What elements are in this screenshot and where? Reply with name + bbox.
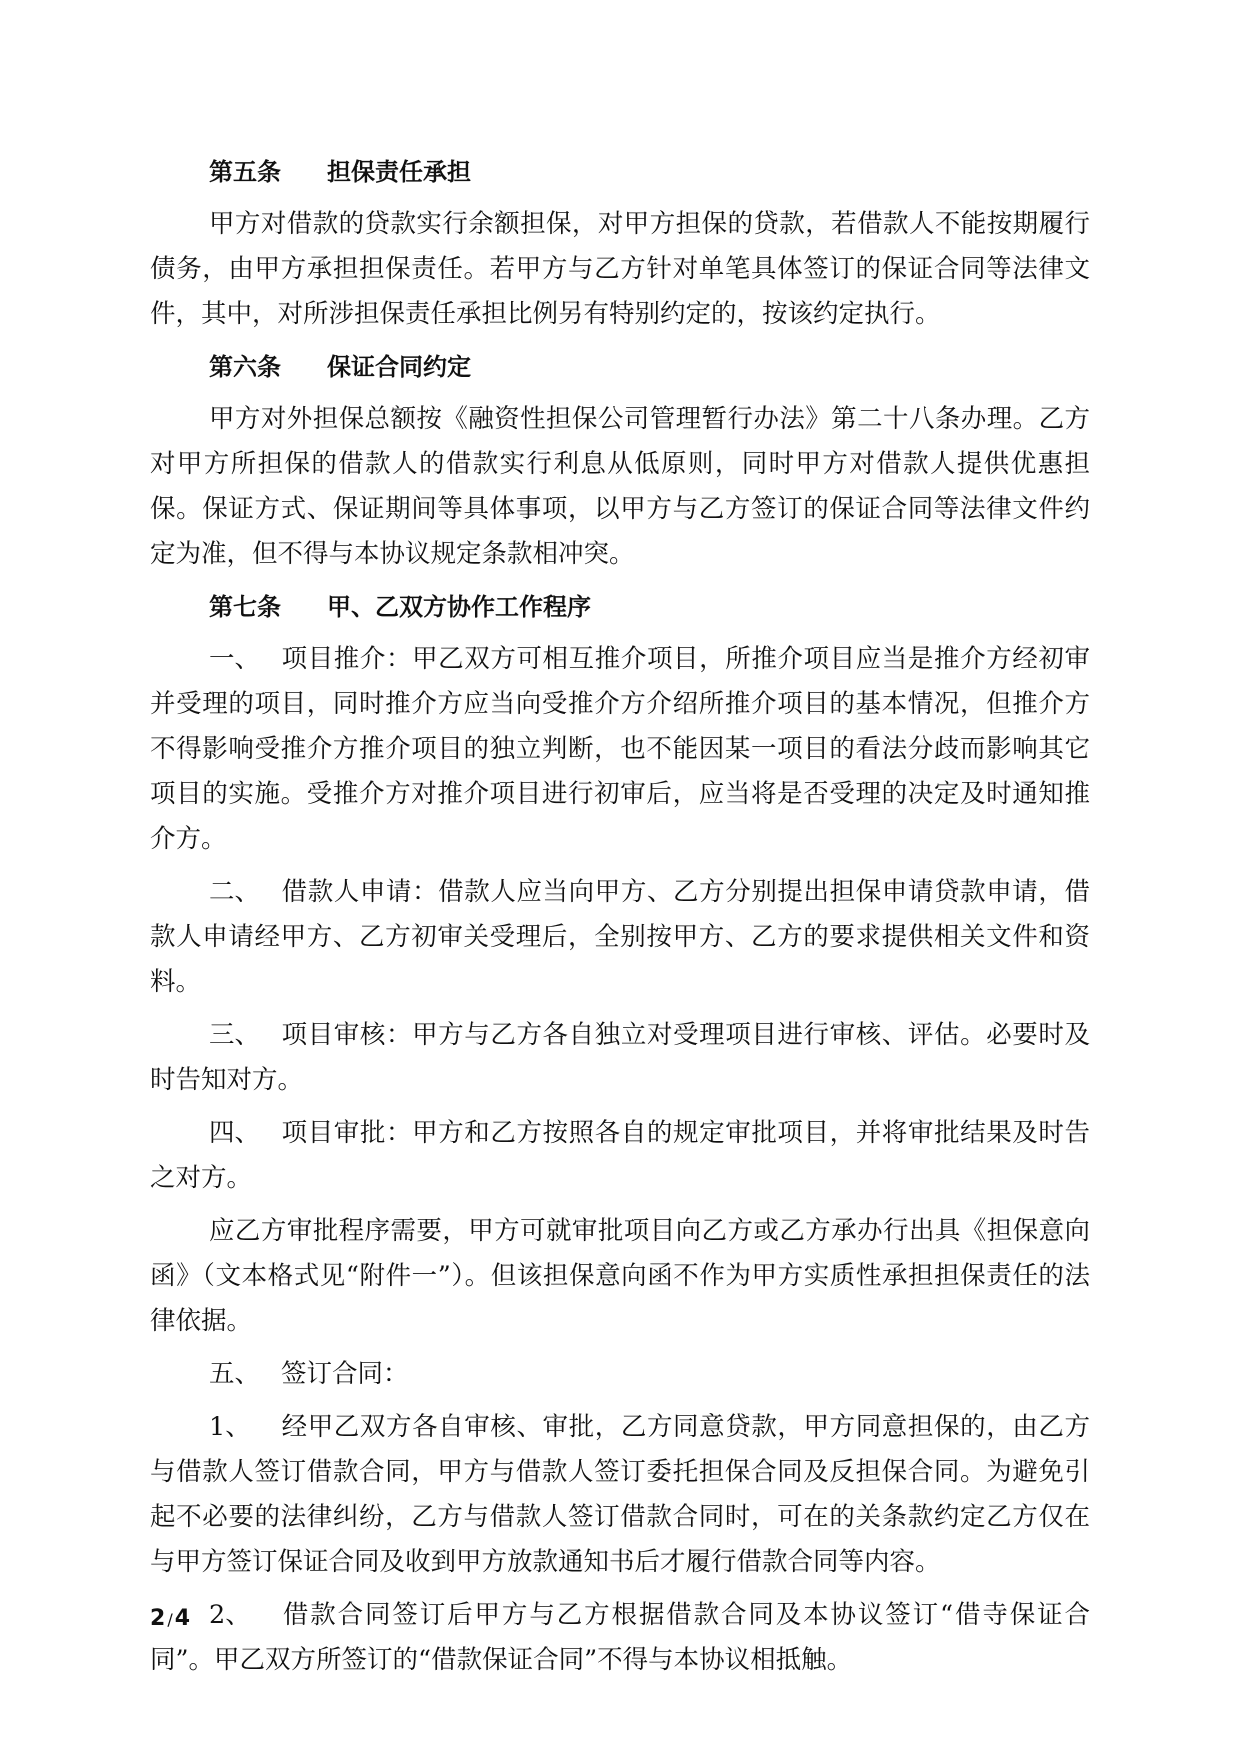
list-item (150, 870, 1090, 1005)
list-item (150, 637, 1090, 862)
item-number: 五、 (209, 1359, 261, 1389)
article-number: 第五条 (209, 158, 281, 186)
item-number: 2、 (209, 1600, 251, 1630)
sub-list-item (150, 1593, 1090, 1683)
page-number (150, 1606, 190, 1631)
item-number: 四、 (209, 1118, 261, 1148)
item-number: 二、 (209, 877, 261, 907)
article-5-heading (150, 150, 1090, 194)
item-text: 项目推介：甲乙双方可相互推介项目，所推介项目应当是推介方经初审并受理的项目，同时推介方应当向受推介方介绍所推介项目的基本情况，但推介方不得影响受推介方推介项目的独立判断，也不能因某一项目的看法分歧而影响其它项目的实施。受推介方对推介项目进行初审后，应当将是否受理的决定及时通知推介方。 (150, 644, 1090, 854)
item-text: 项目审核：甲方与乙方各自独立对受理项目进行审核、评估。必要时及时告知对方。 (150, 1020, 1090, 1095)
total-pages: 4 (174, 1606, 191, 1631)
item-number: 1、 (209, 1412, 251, 1442)
sub-list-item (150, 1405, 1090, 1585)
item-text: 借款人申请：借款人应当向甲方、乙方分别提出担保申请贷款申请，借款人申请经甲方、乙方初审关受理后，全别按甲方、乙方的要求提供相关文件和资料。 (150, 877, 1090, 997)
item-text: 项目审批：甲方和乙方按照各自的规定审批项目，并将审批结果及时告之对方。 (150, 1118, 1090, 1193)
article-title: 保证合同约定 (327, 353, 471, 381)
article-7-heading (150, 585, 1090, 629)
current-page: 2 (150, 1606, 166, 1631)
article-number: 第七条 (209, 593, 281, 621)
item-text: 签订合同： (281, 1359, 409, 1389)
list-item (150, 1013, 1090, 1103)
list-item (150, 1352, 1090, 1397)
article-number: 第六条 (209, 353, 281, 381)
paragraph: 甲方对外担保总额按《融资性担保公司管理暂行办法》第二十八条办理。乙方对甲方所担保的借款人的借款实行利息从低原则，同时甲方对借款人提供优惠担保。保证方式、保证期间等具体事项，以甲方与乙方签订的保证合同等法律文件约定为准，但不得与本协议规定条款相冲突。 (150, 404, 1090, 569)
article-6-heading (150, 345, 1090, 389)
article-title: 担保责任承担 (327, 158, 471, 186)
item-number: 三、 (209, 1020, 261, 1050)
list-item (150, 1111, 1090, 1201)
paragraph: 甲方对借款的贷款实行余额担保，对甲方担保的贷款，若借款人不能按期履行债务，由甲方承担担保责任。若甲方与乙方针对单笔具体签订的保证合同等法律文件，其中，对所涉担保责任承担比例另有特别约定的，按该约定执行。 (150, 209, 1090, 329)
page-separator: / (167, 1610, 173, 1629)
document-page (150, 150, 1090, 1691)
article-title: 甲、乙双方协作工作程序 (327, 593, 591, 621)
item-number: 一、 (209, 644, 261, 674)
paragraph: 应乙方审批程序需要，甲方可就审批项目向乙方或乙方承办行出具《担保意向函》（文本格式见“附件一”）。但该担保意向函不作为甲方实质性承担担保责任的法律依据。 (150, 1216, 1090, 1336)
item-text: 经甲乙双方各自审核、审批，乙方同意贷款，甲方同意担保的，由乙方与借款人签订借款合同，甲方与借款人签订委托担保合同及反担保合同。为避免引起不必要的法律纠纷，乙方与借款人签订借款合同时，可在的关条款约定乙方仅在与甲方签订保证合同及收到甲方放款通知书后才履行借款合同等内容。 (150, 1412, 1090, 1577)
item-text: 借款合同签订后甲方与乙方根据借款合同及本协议签订“借寺保证合同”。甲乙双方所签订的“借款保证合同”不得与本协议相抵触。 (150, 1600, 1090, 1675)
